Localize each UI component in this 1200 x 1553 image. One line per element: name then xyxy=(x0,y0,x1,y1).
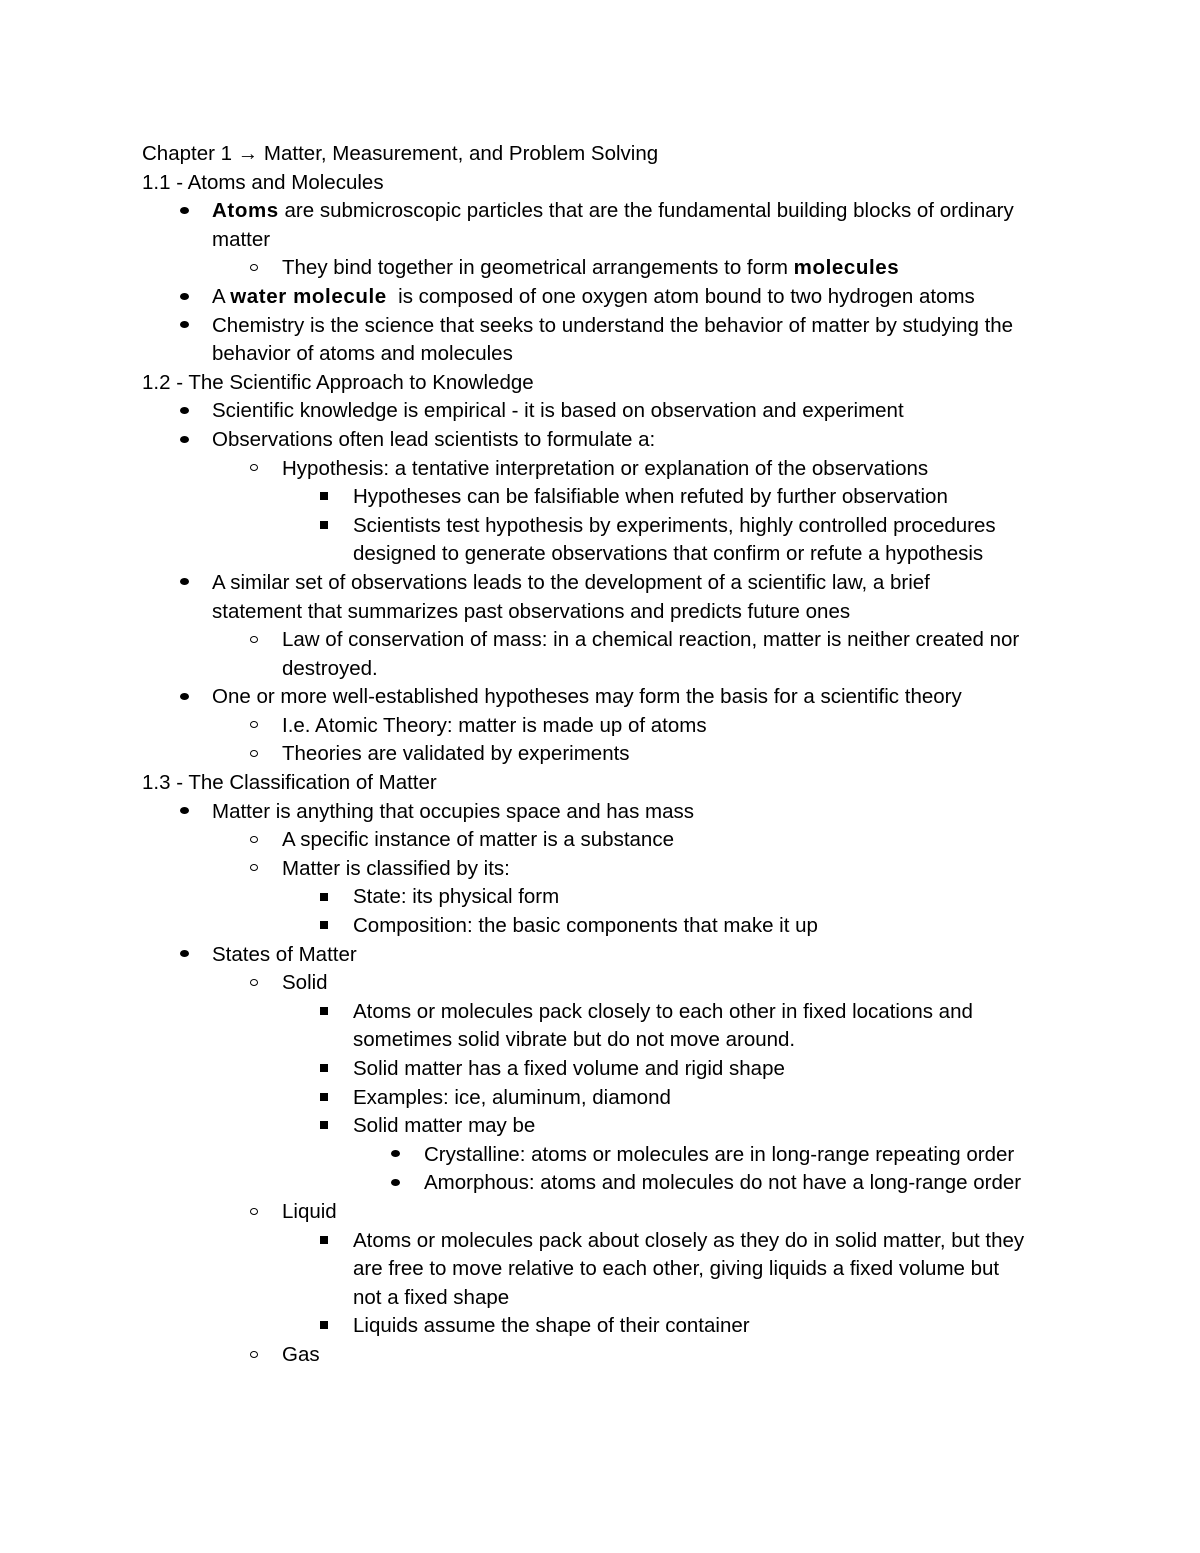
document-title: Chapter 1 → Matter, Measurement, and Problem Solving xyxy=(142,142,659,165)
list-item: States of Matter xyxy=(0,941,1200,970)
list-item: Composition: the basic components that make it up xyxy=(0,912,1200,941)
list-item: A water molecule is composed of one oxygen atom bound to two hydrogen atoms xyxy=(0,283,1200,312)
bullet-dot-icon xyxy=(174,283,194,312)
list-item: Atoms are submicroscopic particles that are the fundamental building blocks of ordinary xyxy=(0,197,1200,226)
list-item: One or more well-established hypotheses may form the basis for a scientific theory xyxy=(0,683,1200,712)
bullet-square-icon xyxy=(314,912,334,941)
bullet-dot-icon xyxy=(174,397,194,426)
bullet-circle-icon xyxy=(244,626,264,655)
bullet-square-icon xyxy=(314,483,334,512)
list-item: Observations often lead scientists to formulate a: xyxy=(0,426,1200,455)
bullet-square-icon xyxy=(314,998,334,1027)
bullet-dot-icon xyxy=(174,798,194,827)
list-item: I.e. Atomic Theory: matter is made up of atoms xyxy=(0,712,1200,741)
bullet-circle-icon xyxy=(244,855,264,884)
bullet-square-icon xyxy=(314,1312,334,1341)
bullet-circle-icon xyxy=(244,740,264,769)
list-item: Atoms or molecules pack closely to each other in fixed locations and xyxy=(0,998,1200,1027)
section-heading-1-1: 1.1 - Atoms and Molecules xyxy=(142,170,384,194)
bullet-square-icon xyxy=(314,1112,334,1141)
list-item: Solid matter has a fixed volume and rigid shape xyxy=(0,1055,1200,1084)
list-item: Matter is anything that occupies space and has mass xyxy=(0,798,1200,827)
bullet-dot-icon xyxy=(385,1141,405,1170)
section-heading-1-3: 1.3 - The Classification of Matter xyxy=(142,771,437,795)
bullet-dot-icon xyxy=(385,1169,405,1198)
bullet-square-icon xyxy=(314,1055,334,1084)
list-item: Liquids assume the shape of their container xyxy=(0,1312,1200,1341)
list-item-continuation: are free to move relative to each other, giving liquids a fixed volume but xyxy=(353,1257,1000,1281)
list-item: Hypothesis: a tentative interpretation or explanation of the observations xyxy=(0,455,1200,484)
list-item: Solid matter may be xyxy=(0,1112,1200,1141)
section-heading-1-2: 1.2 - The Scientific Approach to Knowledge xyxy=(142,370,534,394)
bullet-circle-icon xyxy=(244,1341,264,1370)
list-item: Examples: ice, aluminum, diamond xyxy=(0,1084,1200,1113)
bullet-dot-icon xyxy=(174,683,194,712)
bullet-dot-icon xyxy=(174,569,194,598)
list-item: Chemistry is the science that seeks to understand the behavior of matter by studying the xyxy=(0,312,1200,341)
bullet-circle-icon xyxy=(244,712,264,741)
bullet-square-icon xyxy=(314,512,334,541)
document-page xyxy=(0,140,1200,1370)
list-item: Crystalline: atoms or molecules are in long-range repeating order xyxy=(0,1141,1200,1170)
bullet-circle-icon xyxy=(244,455,264,484)
list-item: Scientific knowledge is empirical - it is based on observation and experiment xyxy=(0,397,1200,426)
list-item: A similar set of observations leads to the development of a scientific law, a brief xyxy=(0,569,1200,598)
list-item: Amorphous: atoms and molecules do not have a long-range order xyxy=(0,1169,1200,1198)
list-item: Atoms or molecules pack about closely as they do in solid matter, but they xyxy=(0,1227,1200,1256)
bullet-square-icon xyxy=(314,1084,334,1113)
list-item: A specific instance of matter is a substance xyxy=(0,826,1200,855)
bullet-circle-icon xyxy=(244,1198,264,1227)
list-item: Theories are validated by experiments xyxy=(0,740,1200,769)
list-item: State: its physical form xyxy=(0,883,1200,912)
list-item: Solid xyxy=(0,969,1200,998)
list-item: Hypotheses can be falsifiable when refuted by further observation xyxy=(0,483,1200,512)
list-item: Law of conservation of mass: in a chemical reaction, matter is neither created nor xyxy=(0,626,1200,655)
bullet-circle-icon xyxy=(244,254,264,283)
list-item: Gas xyxy=(0,1341,1200,1370)
bullet-dot-icon xyxy=(174,312,194,341)
list-item-continuation: behavior of atoms and molecules xyxy=(212,342,513,366)
bullet-dot-icon xyxy=(174,941,194,970)
bullet-square-icon xyxy=(314,883,334,912)
list-item: They bind together in geometrical arrangements to form molecules xyxy=(0,254,1200,283)
list-item-continuation: not a fixed shape xyxy=(353,1285,510,1309)
list-item-continuation: designed to generate observations that confirm or refute a hypothesis xyxy=(353,542,984,566)
bullet-circle-icon xyxy=(244,826,264,855)
list-item-continuation: destroyed. xyxy=(282,656,378,680)
bullet-square-icon xyxy=(314,1227,334,1256)
list-item-continuation: statement that summarizes past observations and predicts future ones xyxy=(212,599,851,623)
list-item: Liquid xyxy=(0,1198,1200,1227)
list-item: Scientists test hypothesis by experiments, highly controlled procedures xyxy=(0,512,1200,541)
bullet-dot-icon xyxy=(174,197,194,226)
bullet-circle-icon xyxy=(244,969,264,998)
list-item-continuation: matter xyxy=(212,227,271,251)
list-item-continuation: sometimes solid vibrate but do not move around. xyxy=(353,1028,796,1052)
list-item: Matter is classified by its: xyxy=(0,855,1200,884)
bullet-dot-icon xyxy=(174,426,194,455)
